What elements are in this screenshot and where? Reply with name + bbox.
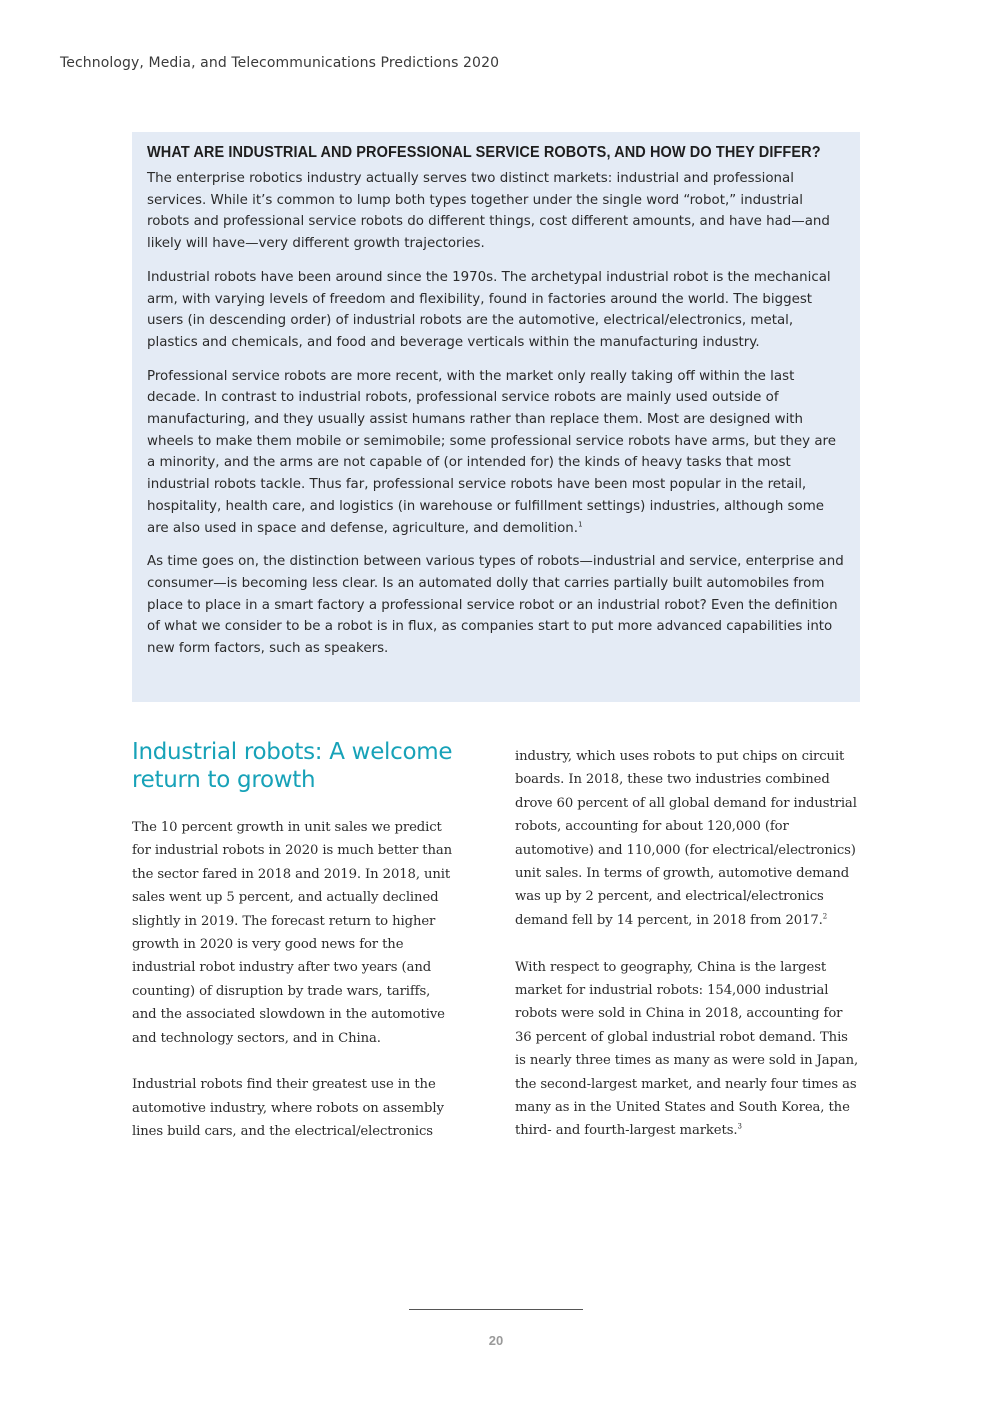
sidebar-paragraph: Industrial robots have been around since the 1970s. The archetypal industrial robot is the mechanical arm, with varying levels of freedom and flexibility, found in factories around the world. The biggest users (in descending order) of industrial robots are the automotive, electrical/electronics, metal, plastics and chemicals, and food and beverage verticals within the manufacturing industry. <box>147 269 831 350</box>
footnote-marker: 1 <box>578 520 583 529</box>
sidebar-paragraph: As time goes on, the distinction between various types of robots—industrial and service, enterprise and consumer—is becoming less clear. Is an automated dolly that carries partially built automobiles from place to place in a smart factory a professional service robot or an industrial robot? Even the definition of what we consider to be a robot is in flux, as companies start to put more advanced capabilities into new form factors, such as speakers. <box>147 554 844 657</box>
footnote-marker: 3 <box>737 1123 742 1132</box>
sidebar-box <box>132 132 860 702</box>
sidebar-paragraph: The enterprise robotics industry actually serves two distinct markets: industrial and professional services. While it’s common to lump both types together under the single word “robot,” industrial robots and professional service robots do different things, cost different amounts, and have had—and likely will have—very different growth trajectories. <box>147 171 830 252</box>
body-paragraph: The 10 percent growth in unit sales we predict for industrial robots in 2020 is much better than the sector fared in 2018 and 2019. In 2018, unit sales went up 5 percent, and actually declined slightly in 2019. The forecast return to higher growth in 2020 is very good news for the industrial robot industry after two years (and counting) of disruption by trade wars, tariffs, and the associated slowdown in the automotive and technology sectors, and in China. <box>132 820 453 1046</box>
body-paragraph-text: industry, which uses robots to put chips on circuit boards. In 2018, these two industries combined drove 60 percent of all global demand for industrial robots, accounting for about 120,000 (for automotive) and 110,000 (for electrical/electronics) unit sales. In terms of growth, automotive demand was up by 2 percent, and electrical/electronics demand fell by 14 percent, in 2018 from 2017. <box>515 749 857 928</box>
body-paragraph <box>515 745 860 932</box>
sidebar-title: WHAT ARE INDUSTRIAL AND PROFESSIONAL SERVICE ROBOTS, AND HOW DO THEY DIFFER? <box>147 144 821 161</box>
sidebar-paragraph <box>147 366 848 540</box>
sidebar-paragraph-text: Professional service robots are more recent, with the market only really taking off within the last decade. In contrast to industrial robots, professional service robots are mainly used outside of manufacturing, and they usually assist humans rather than replace them. Most are designed with wheels to make them mobile or semimobile; some professional service robots have arms, but they are a minority, and the arms are not capable of (or intended for) the kinds of heavy tasks that most industrial robots tackle. Thus far, professional service robots have been most popular in the retail, hospitality, health care, and logistics (in warehouse or fulfillment settings) industries, although some are also used in space and defense, agriculture, and demolition. <box>147 368 836 536</box>
body-paragraph <box>515 956 860 1143</box>
right-column <box>515 745 860 1166</box>
body-paragraph: Industrial robots find their greatest use in the automotive industry, where robots on assembly lines build cars, and the electrical/electronics <box>132 1077 444 1140</box>
section-heading: Industrial robots: A welcome return to growth <box>132 739 453 793</box>
left-column <box>132 816 452 1167</box>
body-paragraph-text: With respect to geography, China is the largest market for industrial robots: 154,000 industrial robots were sold in China in 2018, accounting for 36 percent of global industrial robot demand. This is nearly three times as many as were sold in Japan, the second-largest market, and nearly four times as many as in the United States and South Korea, the third- and fourth-largest markets. <box>515 959 859 1139</box>
footer-divider <box>409 1309 583 1310</box>
running-header: Technology, Media, and Telecommunications Predictions 2020 <box>60 55 500 71</box>
footnote-marker: 2 <box>822 912 828 921</box>
page-number: 20 <box>488 1333 504 1348</box>
